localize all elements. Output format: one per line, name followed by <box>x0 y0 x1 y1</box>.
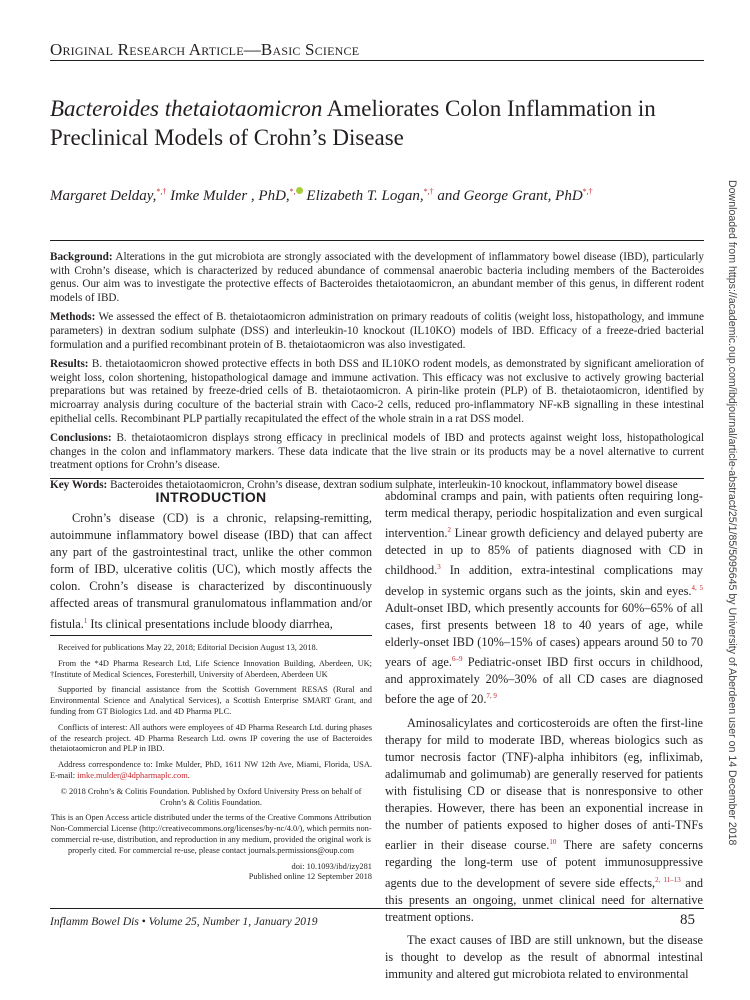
citation-link[interactable]: 6–9 <box>451 655 463 664</box>
section-heading-introduction: INTRODUCTION <box>155 489 267 505</box>
copyright-note: © 2018 Crohn’s & Colitis Foundation. Published by Oxford University Press on behalf of Crohn’s & Colitis Foundation. <box>60 786 362 807</box>
article-type-header: Original Research Article—Basic Science <box>50 40 360 59</box>
abstract-top-rule <box>50 240 704 241</box>
abstract-results: Results: B. thetaiotaomicron showed protective effects in both DSS and IL10KO rodent models, as demonstrated by significant amelioration of weight loss, colon shortening, histopathological damage and immune activation. This efficacy was not exclusive to actively growing bacterial preparations but was retained by freeze-dried cells of B. thetaiotaomicron. A pirin-like protein (PLP) of B. thetaiotaomicron, identified by microarray analysis during coculture of the bacterial strain with Caco-2 cells, reduced pro-inflammatory NF-κB signalling in these intestinal epithelial cells. Recombinant PLP partially recapitulated the effect of the whole strain in a rat DSS model. <box>50 358 704 425</box>
abstract-methods: Methods: We assessed the effect of B. thetaiotaomicron administration on primary readouts of colitis (weight loss, histopathology, and immune parameters) in dextran sodium sulphate (DSS) and interleukin-10 knockout (IL10KO) models of IBD. Efficacy of a freeze-dried bacterial formulation and a purified recombinant protein of B. thetaiotaomicron was also investigated. <box>50 311 704 351</box>
footnotes <box>50 643 372 883</box>
correspondence-note: Address correspondence to: Imke Mulder, PhD, 1611 NW 12th Ave, Miami, Florida, USA. E-mail: imke.mulder@4dpharmaplc.com. <box>50 760 372 780</box>
author-4-affil[interactable]: *,† <box>582 187 593 196</box>
abstract <box>50 251 704 499</box>
footnote-divider <box>50 635 372 636</box>
download-watermark: Downloaded from https://academic.oup.com/ibdjournal/article-abstract/25/1/85/5095645 by University of Aberdeen user on 14 December 2018 <box>726 180 738 846</box>
abstract-background: Background: Alterations in the gut microbiota are strongly associated with the development of inflammatory bowel disease (IBD), particularly with Crohn’s disease, which is characterized by reduced abundance of commensal anaerobic bacteria including members of the Bacteroides genus. Our aim was to investigate the protective effects of Bacteroides thetaiotaomicron, an abundant member of this genus, in different rodent models of IBD. <box>50 251 704 304</box>
article-title <box>50 94 700 152</box>
license-note: This is an Open Access article distributed under the terms of the Creative Commons Attribution Non-Commercial License (http://creativecommons.org/licenses/by-nc/4.0/), which permits non-commercial re-use, distribution, and reproduction in any medium, provided the original work is properly cited. For commercial re-use, please contact journals.permissions@oup.com <box>50 813 372 855</box>
author-3: Elizabeth T. Logan, <box>302 188 424 204</box>
citation-link[interactable]: 2, 11–13 <box>655 875 681 884</box>
intro-paragraph-1-cont: abdominal cramps and pain, with patients often requiring long-term medical therapy, periodic hospitalization and even surgical intervention.$^2$ Linear growth deficiency and delayed puberty are detected in up to 85% of patients diagnosed with CD in childhood.$^3$ In addition, extra-intestinal complications may develop in systemic organs such as the joints, skin and eyes.$^{4, 5}$ Adult-onset IBD, which presently accounts for 60%–65% of all cases, first presents between 18 to 40 years of age, while elderly-onset IBD (10%–15% of cases) appears around 50 to 70 years of age.$^{6-9}$ Pediatric-onset IBD first occurs in childhood, and approximately 20%–30% of all CD cases are diagnosed before the age of 20.$^{7, 9}$ <box>385 489 704 707</box>
intro-paragraph-2: Aminosalicylates and corticosteroids are often the first-line therapy for mild to moderate IBD, whereas biologics such as tumor necrosis factor (TNF)-alpha inhibitors (eg, infliximab, adalimumab and golimumab) are generally reserved for patients with fistulising CD or disease that is nonresponsive to other therapies. However, there has been an exponential increase in the number of patients exposed to higher doses of anti-TNFs earlier in their disease course.$^{10}$ There are safety concerns regarding the long-term use of potent immunosuppressive agents due to the development of severe side effects,$^{2, 11-13}$ and this presents an ongoing, unmet clinical need for alternative treatment options. <box>385 715 703 924</box>
abstract-bottom-rule <box>50 478 704 479</box>
orcid-icon[interactable] <box>296 187 303 194</box>
citation-link[interactable]: 7, 9 <box>486 692 497 701</box>
email-link[interactable]: imke.mulder@4dpharmaplc.com <box>77 770 188 780</box>
doi[interactable]: doi: 10.1093/ibd/izy281 <box>291 861 372 871</box>
footer-divider <box>50 908 704 909</box>
intro-paragraph-1: Crohn’s disease (CD) is a chronic, relapsing-remitting, autoimmune inflammatory bowel disease (IBD) that can affect any part of the gastrointestinal tract, unlike the other common form of IBD, ulcerative colitis (UC), which mostly affects the colon. Crohn’s disease is characterized by discontinuously affected areas of transmural granulomatous inflammation and/or fistula.$^1$ Its clinical presentations include bloody diarrhea, <box>50 511 372 631</box>
title-species: Bacteroides thetaiotaomicron <box>50 96 323 121</box>
author-1: Margaret Delday, <box>50 188 157 204</box>
citation-link[interactable]: 3 <box>437 563 441 572</box>
left-column-text <box>50 510 372 633</box>
author-4: and George Grant, PhD <box>433 188 583 204</box>
abstract-conclusions: Conclusions: B. thetaiotaomicron displays strong efficacy in preclinical models of IBD and protects against weight loss, histopathological changes in the colon and inflammatory markers. These data indicate that the live strain or its products may be a novel alternative to current treatment options for Crohn’s disease. <box>50 432 704 472</box>
citation-link[interactable]: 2 <box>447 526 451 535</box>
received-note: Received for publications May 22, 2018; Editorial Decision August 13, 2018. <box>58 643 318 652</box>
author-1-affil[interactable]: *,† <box>156 187 167 196</box>
conflicts-note: Conflicts of interest: All authors were employees of 4D Pharma Research Ltd. during phases of the research project. 4D Pharma Research Ltd. owns IP covering the use of Bacteroides thetaiotaomicron and PLP in IBD. <box>50 722 372 754</box>
journal-citation: Inflamm Bowel Dis • Volume 25, Number 1, January 2019 <box>50 916 318 928</box>
published-date: Published online 12 September 2018 <box>248 872 372 882</box>
funding-note: Supported by financial assistance from the Scottish Government RESAS (Rural and Environmental Science and Analytical Services), a Scottish Enterprise SMART Grant, and funding from GT Biologics Ltd. and 4D Pharma PLC. <box>50 685 372 716</box>
author-2-affil[interactable]: *, <box>289 187 296 196</box>
author-3-affil[interactable]: *,† <box>423 187 434 196</box>
citation-link[interactable]: 1 <box>83 616 88 625</box>
page-number: 85 <box>680 912 695 928</box>
author-2: Imke Mulder , PhD, <box>166 188 290 204</box>
header-divider <box>50 60 704 61</box>
citation-link[interactable]: 10 <box>549 838 557 847</box>
intro-paragraph-3: The exact causes of IBD are still unknown, but the disease is thought to develop as the result of abnormal intestinal immunity and altered gut microbiota related to environmental <box>385 932 703 982</box>
affiliations-note: From the *4D Pharma Research Ltd, Life Science Innovation Building, Aberdeen, UK; †Institute of Medical Sciences, Foresterhill, University of Aberdeen, Aberdeen UK <box>50 658 372 679</box>
author-list <box>50 187 700 205</box>
keywords: Key Words: Bacteroides thetaiotaomicron, Crohn’s disease, dextran sodium sulphate, interleukin-10 knockout, inflammatory bowel disease <box>50 478 678 491</box>
title-rest: Ameliorates Colon Inflammation in Preclinical Models of Crohn’s Disease <box>50 96 656 150</box>
citation-link[interactable]: 4, 5 <box>691 583 704 592</box>
